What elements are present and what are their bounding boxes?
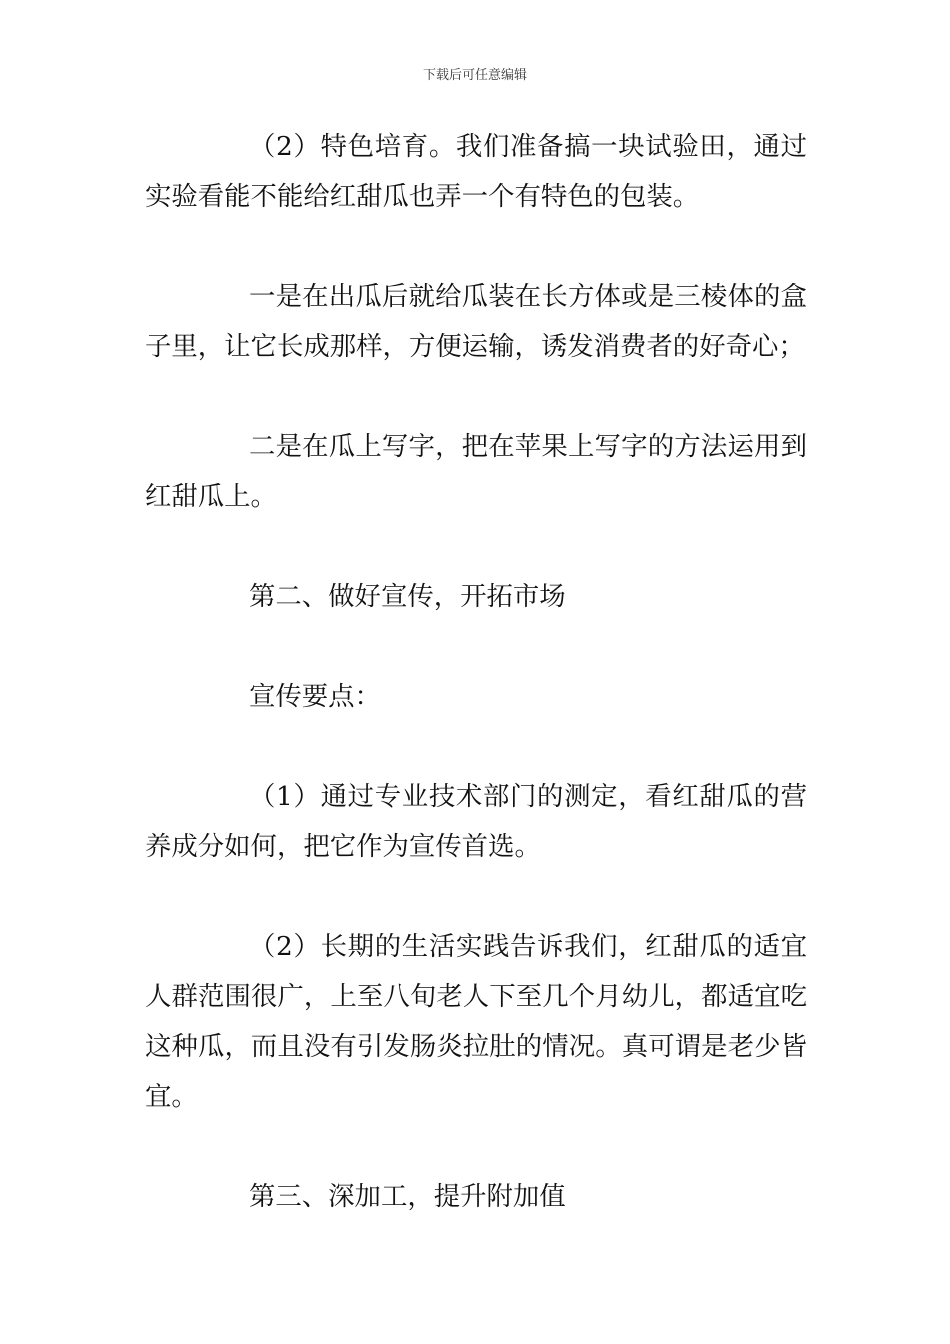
page-header: 下载后可任意编辑 [422, 68, 527, 83]
paragraph-point-2: （2）长期的生活实践告诉我们，红甜瓜的适宜人群范围很广，上至八旬老人下至几个月幼儿，都适宜吃这种瓜，而且没有引发肠炎拉肚的情况。真可谓是老少皆宜。 [145, 931, 807, 1112]
paragraph-special-cultivation: （2）特色培育。我们准备搞一块试验田，通过实验看能不能给红甜瓜也弄一个有特色的包装。 [145, 131, 807, 212]
paragraph-first-method: 一是在出瓜后就给瓜装在长方体或是三棱体的盒子里，让它长成那样，方便运输，诱发消费者的好奇心； [145, 281, 807, 362]
paragraph-promotion-points: 宣传要点： [249, 681, 381, 712]
section-heading-second: 第二、做好宣传，开拓市场 [249, 581, 566, 612]
document-body [145, 122, 807, 1222]
paragraph-point-1: （1）通过专业技术部门的测定，看红甜瓜的营养成分如何，把它作为宣传首选。 [145, 781, 807, 862]
paragraph-second-method: 二是在瓜上写字，把在苹果上写字的方法运用到红甜瓜上。 [145, 431, 807, 512]
section-heading-third: 第三、深加工，提升附加值 [249, 1181, 566, 1212]
